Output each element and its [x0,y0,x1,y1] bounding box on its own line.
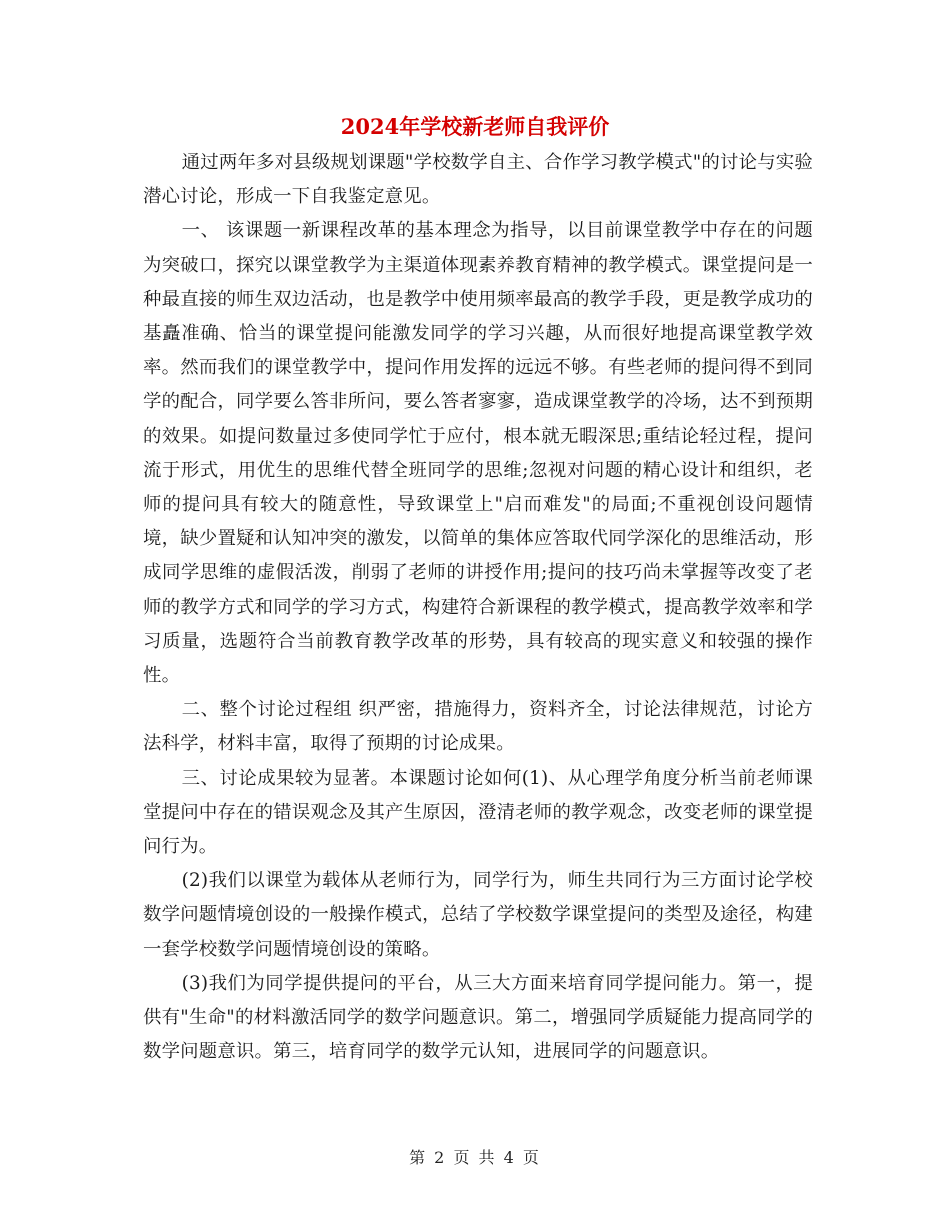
paragraph-item-3: (3)我们为同学提供提问的平台，从三大方面来培育同学提问能力。第一，提供有"生命"的材料激活同学的数学问题意识。第二，增强同学质疑能力提高同学的数学问题意识。第三，培育同学的数学元认知，进展同学的问题意识。 [143,972,813,1063]
paragraph-section-1: 一、 该课题一新课程改革的基本理念为指导，以目前课堂教学中存在的问题为突破口，探究以课堂教学为主渠道体现素养教育精神的教学模式。课堂提问是一种最直接的师生双边活动，也是教学中使用频率最高的教学手段，更是教学成功的基矗准确、恰当的课堂提问能激发同学的学习兴趣，从而很好地提高课堂教学效率。然而我们的课堂教学中，提问作用发挥的远远不够。有些老师的提问得不到同学的配合，同学要么答非所问，要么答者寥寥，造成课堂教学的冷场，达不到预期的效果。如提问数量过多使同学忙于应付，根本就无暇深思;重结论轻过程，提问流于形式，用优生的思维代替全班同学的思维;忽视对问题的精心设计和组织，老师的提问具有较大的随意性，导致课堂上"启而难发"的局面;不重视创设问题情境，缺少置疑和认知冲突的激发，以简单的集体应答取代同学深化的思维活动，形成同学思维的虚假活泼，削弱了老师的讲授作用;提问的技巧尚未掌握等改变了老师的教学方式和同学的学习方式，构建符合新课程的教学模式，提高教学效率和学习质量，选题符合当前教育教学改革的形势，具有较高的现实意义和较强的操作性。 [143,220,813,687]
document-body [143,146,813,1069]
page-footer: 第 2 页 共 4 页 [409,1148,541,1167]
paragraph-intro: 通过两年多对县级规划课题"学校数学自主、合作学习教学模式"的讨论与实验潜心讨论，形成一下自我鉴定意见。 [143,152,813,208]
paragraph-section-2: 二、整个讨论过程组 织严密，措施得力，资料齐全，讨论法律规范，讨论方法科学，材料丰富，取得了预期的讨论成果。 [143,699,813,755]
paragraph-section-3: 三、讨论成果较为显著。本课题讨论如何(1)、从心理学角度分析当前老师课堂提问中存在的错误观念及其产生原因，澄清老师的教学观念，改变老师的课堂提问行为。 [143,767,813,858]
document-title: 2024年学校新老师自我评价 [340,114,610,139]
paragraph-item-2: (2)我们以课堂为载体从老师行为，同学行为，师生共同行为三方面讨论学校数学问题情境创设的一般操作模式，总结了学校数学课堂提问的类型及途径，构建一套学校数学问题情境创设的策略。 [143,870,813,960]
